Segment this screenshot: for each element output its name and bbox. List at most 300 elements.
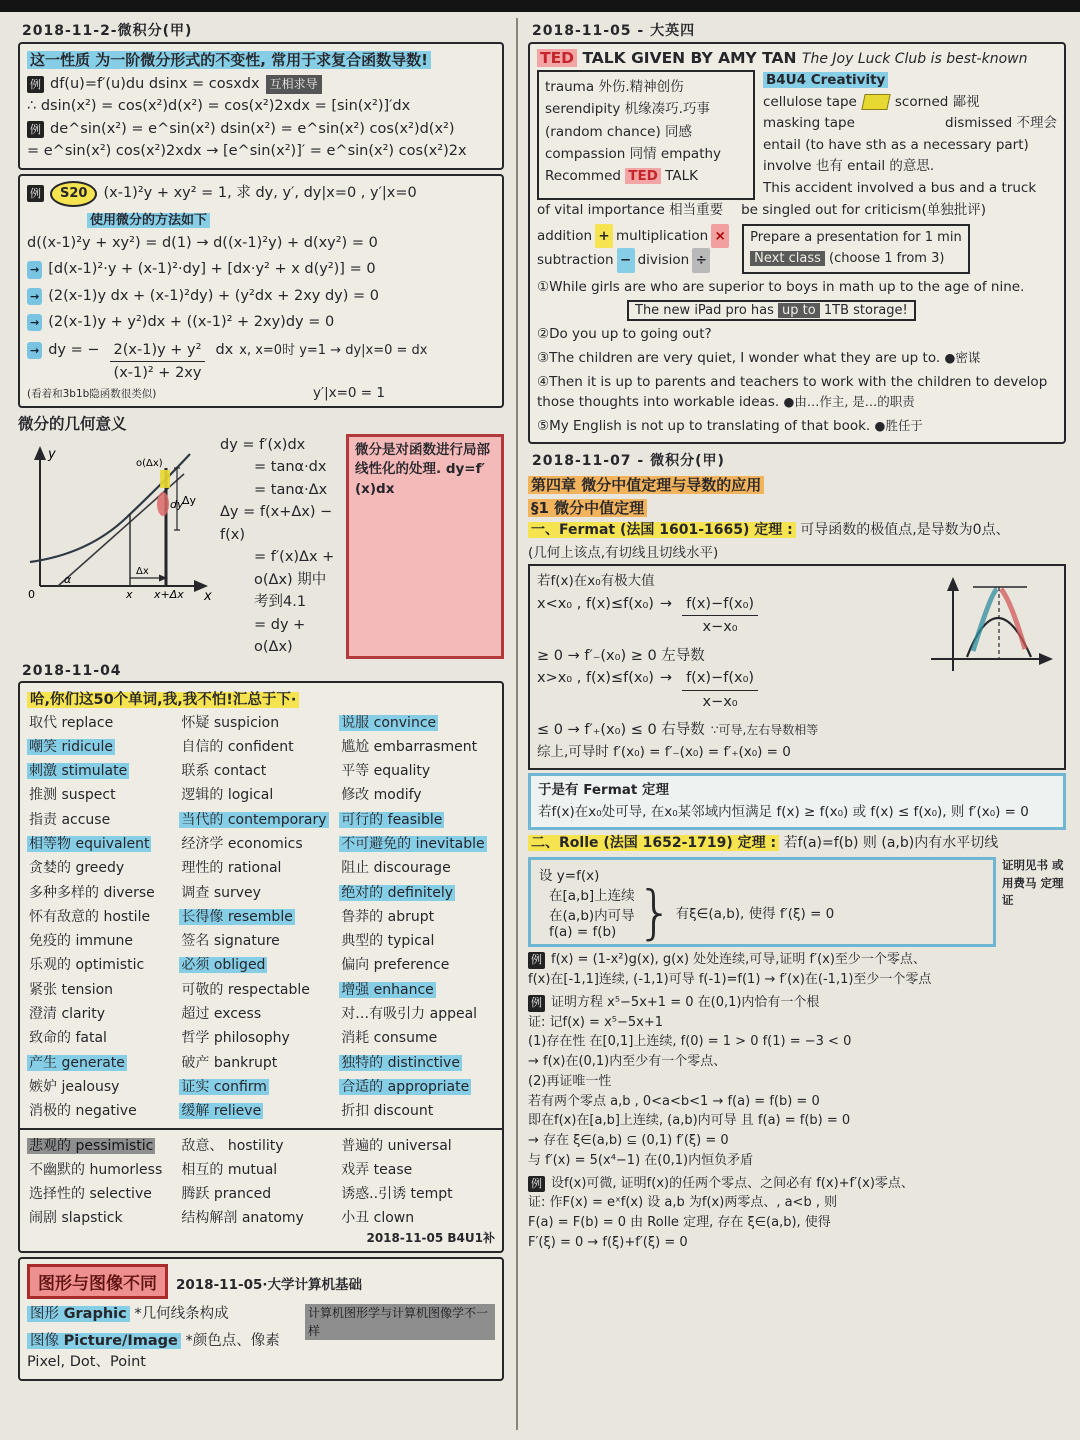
- vocab-entry: [27, 1077, 175, 1097]
- example-text: 证: 作F(x) = eˣf(x) 设 a,b 为f(x)两零点、, a<b , 则: [528, 1195, 838, 1211]
- example-text: (1)存在性 在[0,1]上连续, f(0) = 1 > 0 f(1) = −3 < 0: [528, 1034, 852, 1050]
- example-text: 证: 记f(x) = x⁵−5x+1: [528, 1014, 664, 1030]
- vocab-entry: [27, 1136, 175, 1156]
- vocab-en: rational: [227, 860, 282, 877]
- minus-symbol: −: [617, 248, 635, 272]
- derivation-text: [d(x-1)²·y + (x-1)²·dy] + [dx·y² + x d(y²)] = 0: [48, 261, 376, 278]
- vocab-zh: 当代的: [181, 811, 224, 828]
- vocab-zh: 折扣: [341, 1103, 370, 1120]
- vocab-zh: 腾跃: [181, 1186, 210, 1203]
- arrow-badge: →: [27, 314, 42, 331]
- vocab-entry: [179, 883, 335, 903]
- vocab-entry: [179, 1004, 335, 1024]
- example-text: 证明方程 x⁵−5x+1 = 0 在(0,1)内恰有一个根: [551, 994, 820, 1010]
- vocab-zh: 相等物: [29, 836, 71, 852]
- vocab-entry: [179, 713, 335, 733]
- s20-problem: (x-1)²y + xy² = 1, 求 dy, y′, dy|x=0 , y′|x=0: [103, 184, 417, 201]
- ipad-pre: The new iPad pro has: [635, 302, 779, 318]
- vocab-zh: 长得像: [181, 908, 224, 925]
- derivation-text: d((x-1)²y + xy²) = d(1) → d((x-1)²y) + d(xy²) = 0: [27, 235, 378, 252]
- vocab-en: economics: [227, 836, 303, 852]
- choose-note: (choose 1 from 3): [824, 250, 945, 266]
- vocab-zh: 怀疑: [181, 714, 210, 731]
- vocab-zh: 阻止: [341, 860, 370, 877]
- formula-line: [27, 73, 495, 95]
- vocab-entry: [27, 713, 175, 733]
- vocab-entry: [179, 737, 335, 757]
- vocab-entry: [27, 1101, 175, 1121]
- title-rest: TALK GIVEN BY AMY TAN: [582, 49, 797, 67]
- plus-symbol: +: [595, 224, 613, 248]
- vocab-en: generate: [61, 1054, 125, 1071]
- vocab-zh: 独特的: [341, 1054, 384, 1071]
- vocab-en: diverse: [103, 884, 155, 901]
- vocab-entry: [339, 1136, 495, 1156]
- multiplication-label: multiplication: [616, 228, 709, 245]
- scorned-text: scorned 鄙视: [894, 93, 980, 110]
- vocab-en: modify: [373, 787, 422, 804]
- times-symbol: ×: [711, 224, 729, 248]
- side-remark: ∵可导,左右导数相等: [710, 723, 819, 738]
- geo-formula-text: dy = f′(x)dx: [220, 436, 306, 453]
- vocab-entry: [27, 761, 175, 781]
- ted-highlight: TED: [537, 49, 577, 67]
- arrow: →: [659, 595, 673, 612]
- inner-vocab-line: serendipity 机缘凑巧.巧事: [545, 101, 710, 118]
- vocab-entry: [339, 980, 495, 1000]
- vocab-entry: [27, 907, 175, 927]
- rolle-intro: 设 y=f(x): [539, 868, 600, 885]
- condition: x>x₀ , f(x)≤f(x₀): [537, 670, 654, 687]
- vital-importance-line: [537, 200, 1057, 222]
- example-line: [528, 1151, 1066, 1171]
- vocab-en: humorless: [89, 1161, 163, 1178]
- label-x-dx: x+Δx: [154, 587, 184, 601]
- right-derivative-line: [537, 667, 923, 741]
- graphics-vs-image-box: [18, 1257, 504, 1381]
- fermat-theorem-statement: 若f(x)在x₀处可导, 在x₀某邻域内恒满足 f(x) ≥ f(x₀) 或 f(x) ≤ f(x₀), 则 f′(x₀) = 0: [538, 803, 1029, 820]
- vocab-en: discount: [373, 1103, 434, 1120]
- 3b1b-note: (看着和3b1b隐函数很类似): [27, 387, 157, 400]
- geo-formula-line: [220, 479, 340, 501]
- vocab-zh: 超过: [181, 1006, 210, 1023]
- vocabulary-box: [18, 681, 504, 1253]
- fermat-geometric-note: (几何上该点,有切线且切线水平): [528, 545, 719, 562]
- example-badge: 例: [528, 1176, 545, 1193]
- fermat-summary: 综上,可导时 f′(x₀) = f′₋(x₀) = f′₊(x₀) = 0: [537, 743, 791, 760]
- vocab-entry: [27, 858, 175, 878]
- vocab-entry: [27, 931, 175, 951]
- tape2-text: masking tape: [763, 115, 855, 132]
- vocab-intro: 哈,你们这50个单词,我,我不怕!汇总于下·: [27, 692, 299, 708]
- vocab-en: selective: [89, 1186, 152, 1203]
- graphic-zh: 图形: [30, 1305, 59, 1322]
- ipad-post: 1TB storage!: [819, 302, 908, 318]
- vocab-zh: 偏向: [341, 957, 370, 974]
- vocab-zh: 联系: [181, 763, 210, 780]
- vocab-zh: 经济学: [181, 836, 224, 852]
- rolle-condition: f(a) = f(b): [549, 924, 617, 941]
- geo-formula-text: = tanα·Δx: [254, 481, 328, 498]
- vocab-grid-main: [27, 713, 495, 1122]
- sentence-2: [537, 324, 1057, 345]
- rolle-conditions: [539, 884, 635, 940]
- vocab-zh: 普遍的: [341, 1137, 384, 1154]
- prep-line1: Prepare a presentation for 1 min: [750, 230, 962, 246]
- vocab-zh: 可行的: [341, 811, 384, 828]
- vocab-en: replace: [61, 714, 114, 731]
- fermat-intro: 若f(x)在x₀有极大值: [537, 573, 655, 590]
- conclusion: ≤ 0 → f′₊(x₀) ≤ 0 右导数: [537, 722, 705, 739]
- brace-glyph: }: [636, 878, 674, 947]
- vocab-entry: [339, 1160, 495, 1180]
- vocab-en: excess: [213, 1006, 262, 1023]
- vocab-en: inevitable: [415, 836, 485, 852]
- vocab-en: respectable: [227, 981, 310, 998]
- vocab-en: mutual: [227, 1161, 278, 1178]
- vocab-entry: [339, 834, 495, 854]
- vocab-entry: [339, 907, 495, 927]
- geometry-section: [18, 412, 504, 659]
- annotation-chip: 互相求导: [266, 75, 322, 94]
- example-badge: 例: [27, 185, 44, 202]
- arrow: →: [659, 670, 673, 687]
- arrow-badge: →: [27, 342, 42, 359]
- derivation-line: [27, 258, 495, 280]
- vocab-entry: [27, 1004, 175, 1024]
- b4u4-label: B4U4 Creativity: [763, 72, 888, 88]
- vocab-entry: [339, 955, 495, 975]
- vocab-zh: 合适的: [341, 1078, 384, 1095]
- vocab-en: confident: [227, 738, 294, 755]
- vocab-en: equality: [373, 763, 431, 780]
- s20-derivation-lines: [27, 232, 495, 334]
- example-line: [528, 1032, 1066, 1052]
- vocab-zh: 增强: [341, 981, 370, 998]
- vocab-en: discourage: [373, 860, 451, 877]
- graphics-side-note: 计算机图形学与计算机图像学不一样: [305, 1304, 495, 1340]
- vocab-entry: [339, 761, 495, 781]
- math-operations: [537, 224, 732, 273]
- example-line: [528, 950, 1066, 970]
- label-alpha: α: [64, 572, 72, 586]
- sentence-number: ⑤: [537, 418, 550, 435]
- s20-oval-badge: S20: [50, 181, 97, 207]
- arrow-badge: →: [27, 288, 42, 305]
- geometry-formulas: [220, 434, 340, 659]
- vocab-zh: 紧张: [29, 981, 57, 998]
- rolle-proof-side-note: 证明见书 或用费马 定理证: [1002, 858, 1064, 907]
- vocab-entry: [179, 858, 335, 878]
- example-1-lines: [528, 950, 1066, 990]
- sentence-3: [537, 348, 1057, 369]
- vocab-en: anatomy: [241, 1210, 304, 1227]
- vocab-en: philosophy: [213, 1030, 290, 1047]
- vocab-en: negative: [75, 1103, 137, 1120]
- example-badge: 例: [27, 121, 44, 138]
- vocab-entry: [179, 980, 335, 1000]
- vocab-zh: 典型的: [341, 933, 384, 950]
- rolle-heading: 二、Rolle (法国 1652-1719) 定理 :: [528, 835, 779, 851]
- vocab-zh: 必须: [181, 957, 210, 974]
- vocab-entry: [339, 1028, 495, 1048]
- vocab-zh: 推测: [29, 787, 57, 804]
- vocab-zh: 悲观的: [29, 1137, 71, 1154]
- geo-formula-text: = dy + o(Δx): [254, 616, 306, 656]
- vocab-zh: 结构解剖: [181, 1210, 238, 1227]
- vocab-zh: 刺激: [29, 763, 57, 780]
- vocab-entry: [339, 931, 495, 951]
- vocab-en: preference: [373, 957, 450, 974]
- vocab-zh: 取代: [29, 714, 57, 731]
- vocab-date-header: 2018-11-04: [22, 662, 122, 679]
- sentence-4: [537, 372, 1057, 414]
- recommed-pre: Recommed: [545, 168, 626, 185]
- vocab-zh: 致命的: [29, 1030, 71, 1047]
- vocab-en: suspicion: [213, 714, 280, 731]
- vocab-en: confirm: [213, 1078, 267, 1095]
- vocab-zh: 平等: [341, 763, 370, 780]
- sentence-number: ①: [537, 278, 550, 295]
- rolle-heading-rest: 若f(a)=f(b) 则 (a,b)内有水平切线: [783, 835, 999, 852]
- derivation-text: (2(x-1)y dx + (x-1)²dy) + (y²dx + 2xy dy) = 0: [48, 287, 380, 304]
- formula-text: = e^sin(x²) cos(x²)2xdx → [e^sin(x²)]′ = e^sin(x²) cos(x²)2x: [27, 143, 467, 160]
- divide-symbol: ÷: [692, 248, 710, 272]
- vocab-entry: [339, 1053, 495, 1073]
- vocab-entry: [339, 883, 495, 903]
- graphic-en: Graphic: [63, 1305, 127, 1322]
- image-en: Picture/Image: [63, 1332, 178, 1349]
- right-vocab-column: [763, 70, 1057, 200]
- mean-value-theorem-section: [528, 472, 1066, 1252]
- vocab-en: universal: [387, 1137, 452, 1154]
- differential-invariance-box: [18, 42, 504, 170]
- vocab-en: clarity: [61, 1006, 106, 1023]
- vocab-en: hostility: [227, 1137, 284, 1154]
- cellulose-tape-row: [763, 92, 1057, 114]
- vocab-en: typical: [387, 933, 435, 950]
- geo-formula-line: [220, 434, 340, 456]
- vocab-entry: [179, 761, 335, 781]
- sentence-text: The children are very quiet, I wonder what they are up to.: [549, 349, 941, 366]
- vocab-en: logical: [227, 787, 274, 804]
- s20-method-note: 使用微分的方法如下: [87, 213, 210, 228]
- vocab-en: jealousy: [61, 1078, 120, 1095]
- example-line: [528, 970, 1066, 990]
- vocab-en: abrupt: [387, 908, 435, 925]
- s20-result-line: [27, 339, 495, 385]
- example-text: 若有两个零点 a,b , 0<a<b<1 → f(a) = f(b) = 0: [528, 1093, 820, 1109]
- geometry-title: 微分的几何意义: [18, 414, 127, 433]
- vocab-entry: [179, 1053, 335, 1073]
- derivation-line: [27, 285, 495, 307]
- example-badge: 例: [528, 995, 545, 1012]
- label-dy: dy: [170, 497, 184, 511]
- fraction: [110, 339, 206, 385]
- vocab-en: appeal: [429, 1006, 478, 1023]
- vocab-en: distinctive: [387, 1054, 460, 1071]
- vocab-zh: 免疫的: [29, 933, 71, 950]
- derivation-text: (2(x-1)y + y²)dx + ((x-1)² + 2xy)dy = 0: [48, 314, 335, 331]
- vocab-zh: 消极的: [29, 1103, 71, 1120]
- vocab-zh: 理性的: [181, 860, 224, 877]
- vocab-en: embarrasment: [373, 738, 478, 755]
- fermat-heading-rest: 可导函数的极值点,是导数为0点、: [800, 522, 1010, 539]
- vocab-zh: 鲁莽的: [341, 908, 384, 925]
- formula-text: ∴ dsin(x²) = cos(x²)d(x²) = cos(x²)2xdx = [sin(x²)]′dx: [27, 98, 411, 115]
- next-class-highlight: Next class: [750, 251, 825, 266]
- vocab-en: contact: [213, 763, 267, 780]
- example-text: F′(ξ) = 0 → f(ξ)+f′(ξ) = 0: [528, 1234, 688, 1250]
- example-text: (2)再证唯一性: [528, 1073, 612, 1089]
- vocab-entry: [339, 1077, 495, 1097]
- vocab-zh: 贪婪的: [29, 860, 71, 877]
- fermat-heading: 一、Fermat (法国 1601-1665) 定理 :: [528, 522, 796, 538]
- formula-line: [27, 118, 495, 140]
- vocab-entry: [339, 1101, 495, 1121]
- label-y: y: [48, 446, 56, 462]
- vocab-entry: [339, 1184, 495, 1204]
- vocab-zh: 敌意、: [181, 1137, 224, 1154]
- example-text: f(x) = (1-x²)g(x), g(x) 处处连续,可导,证明 f′(x)至少一个零点、: [551, 952, 926, 968]
- vocab-entry: [179, 931, 335, 951]
- vocab-en: tease: [373, 1161, 413, 1178]
- vocab-zh: 对…有吸引力: [341, 1006, 426, 1023]
- singled-out-text: be singled out for criticism(单独批评): [741, 201, 986, 218]
- vocab-zh: 嘲笑: [29, 738, 57, 755]
- vocab-entry: [179, 785, 335, 805]
- s20-example-box: [18, 174, 504, 408]
- vocab-entry: [27, 980, 175, 1000]
- vocab-en: relieve: [213, 1103, 262, 1120]
- geo-formula-line: [220, 546, 340, 613]
- vocab-zh: 调查: [181, 884, 210, 901]
- vocab-zh: 多种多样的: [29, 884, 99, 901]
- vocab-entry: [27, 810, 175, 830]
- fraction-numerator: 2(x-1)y + y²: [110, 339, 206, 362]
- vocab-entry: [179, 1028, 335, 1048]
- vocab-zh: 签名: [181, 933, 210, 950]
- vocab-en: contemporary: [227, 811, 327, 828]
- rolle-condition: 在(a,b)内可导: [549, 908, 635, 925]
- graphic-note: *几何线条构成: [134, 1305, 229, 1322]
- joy-luck-club-note: The Joy Luck Club is best-known: [801, 51, 1028, 67]
- recommed-line: [545, 165, 747, 187]
- inner-vocab-line: trauma 外伤.精神创伤: [545, 79, 684, 95]
- vocab-zh: 产生: [29, 1054, 57, 1071]
- vocab-zh: 尴尬: [341, 738, 370, 755]
- sentence-number: ②: [537, 325, 550, 342]
- vocab-entry: [27, 1208, 175, 1228]
- vocab-inner-box: [537, 70, 755, 200]
- label-dx: Δx: [136, 565, 149, 577]
- sentence-1: [537, 277, 1057, 298]
- sentence-text: My English is not up to translating of that book.: [549, 418, 871, 435]
- vocab-entry: [339, 785, 495, 805]
- example-text: 与 f′(x) = 5(x⁴−1) 在(0,1)内恒负矛盾: [528, 1152, 754, 1168]
- vocab-en: resemble: [227, 908, 293, 925]
- vocab-zh: 怀有敌意的: [29, 908, 99, 925]
- label-x-axis: x: [204, 588, 212, 602]
- inner-vocab-line: (random chance) 同感: [545, 123, 693, 140]
- vocab-zh: 澄清: [29, 1006, 57, 1023]
- vocab-zh: 嫉妒: [29, 1078, 57, 1095]
- example-line: [528, 1233, 1066, 1253]
- vocab-entry: [339, 737, 495, 757]
- differential-formula-lines: [27, 73, 495, 163]
- vocab-zh: 不幽默的: [29, 1161, 85, 1178]
- sticky-note-icon: [861, 94, 890, 110]
- addition-label: addition: [537, 228, 593, 245]
- vocab-en: equivalent: [75, 836, 150, 852]
- vocab-zh: 可敬的: [181, 981, 224, 998]
- formula-line: [27, 140, 495, 162]
- vocab-entry: [179, 907, 335, 927]
- example-line: [528, 1013, 1066, 1033]
- s20-first-line: [27, 181, 495, 207]
- sentence-text: Do you up to going out?: [549, 325, 712, 342]
- vocab-entry: [27, 1160, 175, 1180]
- geo-formula-text: = f′(x)Δx + o(Δx) 期中考到4.1: [254, 549, 335, 611]
- operations-row: [537, 224, 1057, 274]
- vocab-en: bankrupt: [213, 1054, 278, 1071]
- vocab-entry: [27, 737, 175, 757]
- ted-highlight: TED: [625, 168, 661, 184]
- example-line: [528, 993, 1066, 1013]
- vocab-entry: [179, 810, 335, 830]
- vocab-entry: [27, 834, 175, 854]
- vocab-zh: 哲学: [181, 1030, 210, 1047]
- section-title: §1 微分中值定理: [528, 499, 647, 517]
- vocab-zh: 绝对的: [341, 884, 384, 901]
- rolle-conclusion: 有ξ∈(a,b), 使得 f′(ξ) = 0: [675, 906, 835, 923]
- example-text: → f(x)在(0,1)内至少有一个零点、: [528, 1054, 727, 1070]
- example-text: f(x)在[-1,1]连续, (-1,1)可导 f(-1)=f(1) → f′(x)在(-1,1)至少一个零点: [528, 972, 932, 988]
- vocab-en: tempt: [410, 1186, 453, 1203]
- example-line: [528, 1193, 1066, 1213]
- linearization-note-box: 微分是对函数进行局部线性化的处理. dy=f′(x)dx: [346, 434, 504, 659]
- yprime-result: y′|x=0 = 1: [313, 384, 385, 401]
- vital-text: of vital importance 相当重要: [537, 201, 724, 218]
- vocab-zh: 逻辑的: [181, 787, 224, 804]
- dismissed-text: dismissed 不理会: [945, 115, 1057, 132]
- vocab-entry: [179, 955, 335, 975]
- vocab-en: survey: [213, 884, 261, 901]
- vocab-divider: [20, 1128, 502, 1130]
- example-line: [528, 1174, 1066, 1194]
- graphics-date: 2018-11-05·大学计算机基础: [176, 1276, 362, 1293]
- vocab-zh: 缓解: [181, 1103, 210, 1120]
- ipad-storage-box: [627, 300, 916, 321]
- sentence-5: [537, 416, 1057, 437]
- inner-vocab-lines: [545, 76, 747, 165]
- vocab-entry: [27, 1028, 175, 1048]
- vocab-zh: 自信的: [181, 738, 224, 755]
- vocab-entry: [179, 1077, 335, 1097]
- example-2-lines: [528, 993, 1066, 1171]
- vocab-en: tension: [61, 981, 114, 998]
- left-page: [18, 18, 504, 1430]
- sentence-note: ●密谋: [944, 349, 981, 365]
- vocab-en: pranced: [213, 1186, 272, 1203]
- formula-line: [27, 95, 495, 117]
- geo-formula-text: = tanα·dx: [254, 459, 327, 476]
- vocab-zh: 消耗: [341, 1030, 370, 1047]
- example-line: [528, 1131, 1066, 1151]
- vocab-en: signature: [213, 933, 280, 950]
- graphic-row: [27, 1304, 495, 1338]
- vocab-en: convince: [373, 714, 437, 731]
